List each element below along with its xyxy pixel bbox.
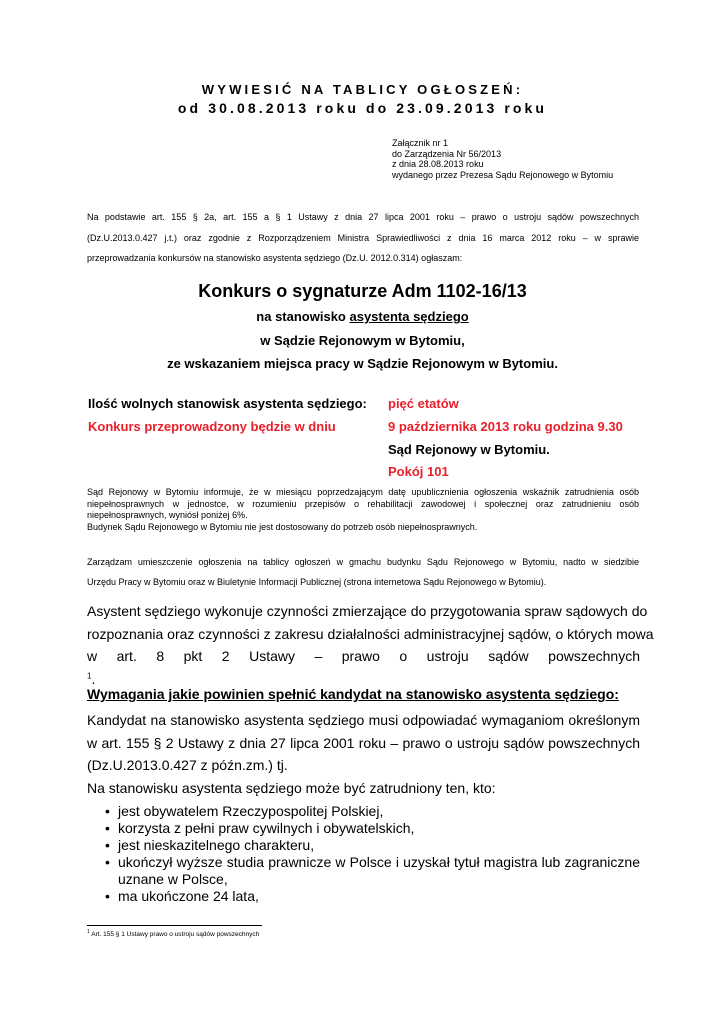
duties-line: Asystent sędziego wykonuje czynności zmierzające do przygotowania spraw sądowych do: [87, 603, 648, 619]
position-line: [0, 309, 725, 324]
notice-posting-instruction: WYWIESIĆ NA TABLICY OGŁOSZEŃ:: [201, 82, 524, 97]
date-value: 9 października 2013 roku godzina 9.30: [388, 419, 623, 434]
footnote-mark: 1: [87, 928, 90, 935]
competition-place: Sąd Rejonowy w Bytomiu.: [388, 442, 550, 457]
footnote-separator: [87, 925, 262, 926]
decree-line: Zarządzam umieszczenie ogłoszenia na tablicy ogłoszeń w gmachu budynku Sądu Rejonowego w Bytomiu, nadto w siedzibie: [87, 557, 639, 567]
workplace-line: ze wskazaniem miejsca pracy w Sądzie Rejonowym w Bytomiu.: [167, 356, 558, 371]
bullet-icon: •: [105, 854, 110, 870]
decree-line: Urzędu Pracy w Bytomiu oraz w Biuletynie Informacji Publicznej (strona internetowa Sądu Rejonowego w Bytomiu).: [87, 577, 547, 587]
notice-posting-period: od 30.08.2013 roku do 23.09.2013 roku: [177, 100, 548, 116]
requirement-text: korzysta z pełni praw cywilnych i obywatelskich,: [118, 820, 415, 836]
date-label: Konkurs przeprowadzony będzie w dniu: [88, 419, 336, 434]
annex-line: wydanego przez Prezesa Sądu Rejonowego w Bytomiu: [392, 169, 614, 180]
list-item: [87, 888, 640, 905]
info-line: niepełnosprawnych w jednostce, w rozumieniu przepisów o rehabilitacji zawodowej i społecznej oraz zatrudnieniu osób: [87, 498, 639, 509]
info-line: niepełnosprawnych, wyniósł poniżej 6%.: [87, 510, 248, 520]
list-item: [87, 820, 640, 837]
legal-basis-line: Na podstawie art. 155 § 2a, art. 155 a § 1 Ustawy z dnia 27 lipca 2001 roku – prawo o ustroju sądów powszechnych: [87, 212, 639, 222]
position-prefix: na stanowisko: [256, 309, 350, 324]
requirement-text: jest obywatelem Rzeczypospolitej Polskiej,: [118, 803, 384, 819]
position-name: asystenta sędziego: [349, 309, 469, 324]
assistant-duties-paragraph: [87, 600, 654, 690]
duties-line: w art. 8 pkt 2 Ustawy – prawo o ustroju sądów powszechnych $^1$.: [87, 645, 640, 690]
legal-basis-line: (Dz.U.2013.0.427 j.t.) oraz zgodnie z Rozporządzeniem Ministra Sprawiedliwości z dnia 16 marca 2012 roku – w sprawie: [87, 232, 639, 243]
requirements-intro: [87, 709, 640, 799]
list-item: [87, 837, 640, 854]
requirements-list: [87, 803, 640, 905]
employment-info: [87, 487, 639, 533]
annex-line: Załącznik nr 1: [392, 138, 449, 148]
duties-line: rozpoznania oraz czynności z zakresu działalności administracyjnej sądów, o których mowa: [87, 625, 654, 642]
duties-line-text: w art. 8 pkt 2 Ustawy – prawo o ustroju sądów powszechnych: [87, 648, 640, 664]
court-line: w Sądzie Rejonowym w Bytomiu,: [260, 333, 465, 348]
requirements-heading: Wymagania jakie powinien spełnić kandydat na stanowisko asystenta sędziego:: [87, 686, 619, 702]
list-item: [87, 803, 640, 820]
requirement-text: ukończył wyższe studia prawnicze w Polsce i uzyskał tytuł magistra lub zagraniczne uznane w Polsce,: [118, 854, 640, 887]
annex-line: z dnia 28.08.2013 roku: [392, 159, 484, 169]
requirements-intro-line: (Dz.U.2013.0.427 z późn.zm.) tj.: [87, 757, 288, 773]
competition-title: Konkurs o sygnaturze Adm 1102-16/13: [198, 281, 527, 301]
bullet-icon: •: [105, 888, 110, 904]
requirement-text: ma ukończone 24 lata,: [118, 888, 259, 904]
list-item: [87, 854, 640, 888]
footnote-text: Art. 155 § 1 Ustawy prawo o ustroju sądów powszechnych: [89, 931, 260, 938]
legal-basis-line: przeprowadzania konkursów na stanowisko asystenta sędziego (Dz.U. 2012.0.314) ogłaszam:: [87, 253, 463, 263]
bullet-icon: •: [105, 837, 110, 853]
competition-room: Pokój 101: [388, 464, 449, 479]
footnote-reference: 1: [87, 670, 92, 680]
legal-basis-paragraph: [87, 207, 639, 269]
info-line: Sąd Rejonowy w Bytomiu informuje, że w miesiącu poprzedzającym datę upublicznienia ogłoszenia wskaźnik zatrudnienia osób: [87, 487, 639, 497]
annex-reference: [392, 138, 613, 180]
bullet-icon: •: [105, 820, 110, 836]
requirements-lead: Na stanowisku asystenta sędziego może być zatrudniony ten, kto:: [87, 779, 496, 796]
requirements-intro-line: w art. 155 § 2 Ustawy z dnia 27 lipca 2001 roku – prawo o ustroju sądów powszechnych: [87, 734, 640, 751]
requirements-intro-line: Kandydat na stanowisko asystenta sędziego musi odpowiadać wymaganiom określonym: [87, 712, 640, 728]
annex-line: do Zarządzenia Nr 56/2013: [392, 148, 502, 159]
info-line: Budynek Sądu Rejonowego w Bytomiu nie jest dostosowany do potrzeb osób niepełnosprawnych.: [87, 521, 478, 532]
footnote: [87, 928, 260, 938]
vacancies-value: pięć etatów: [388, 396, 459, 411]
requirement-text: jest nieskazitelnego charakteru,: [118, 837, 315, 853]
bullet-icon: •: [105, 803, 110, 819]
posting-decree: [87, 552, 639, 592]
vacancies-label: Ilość wolnych stanowisk asystenta sędziego:: [88, 396, 367, 411]
